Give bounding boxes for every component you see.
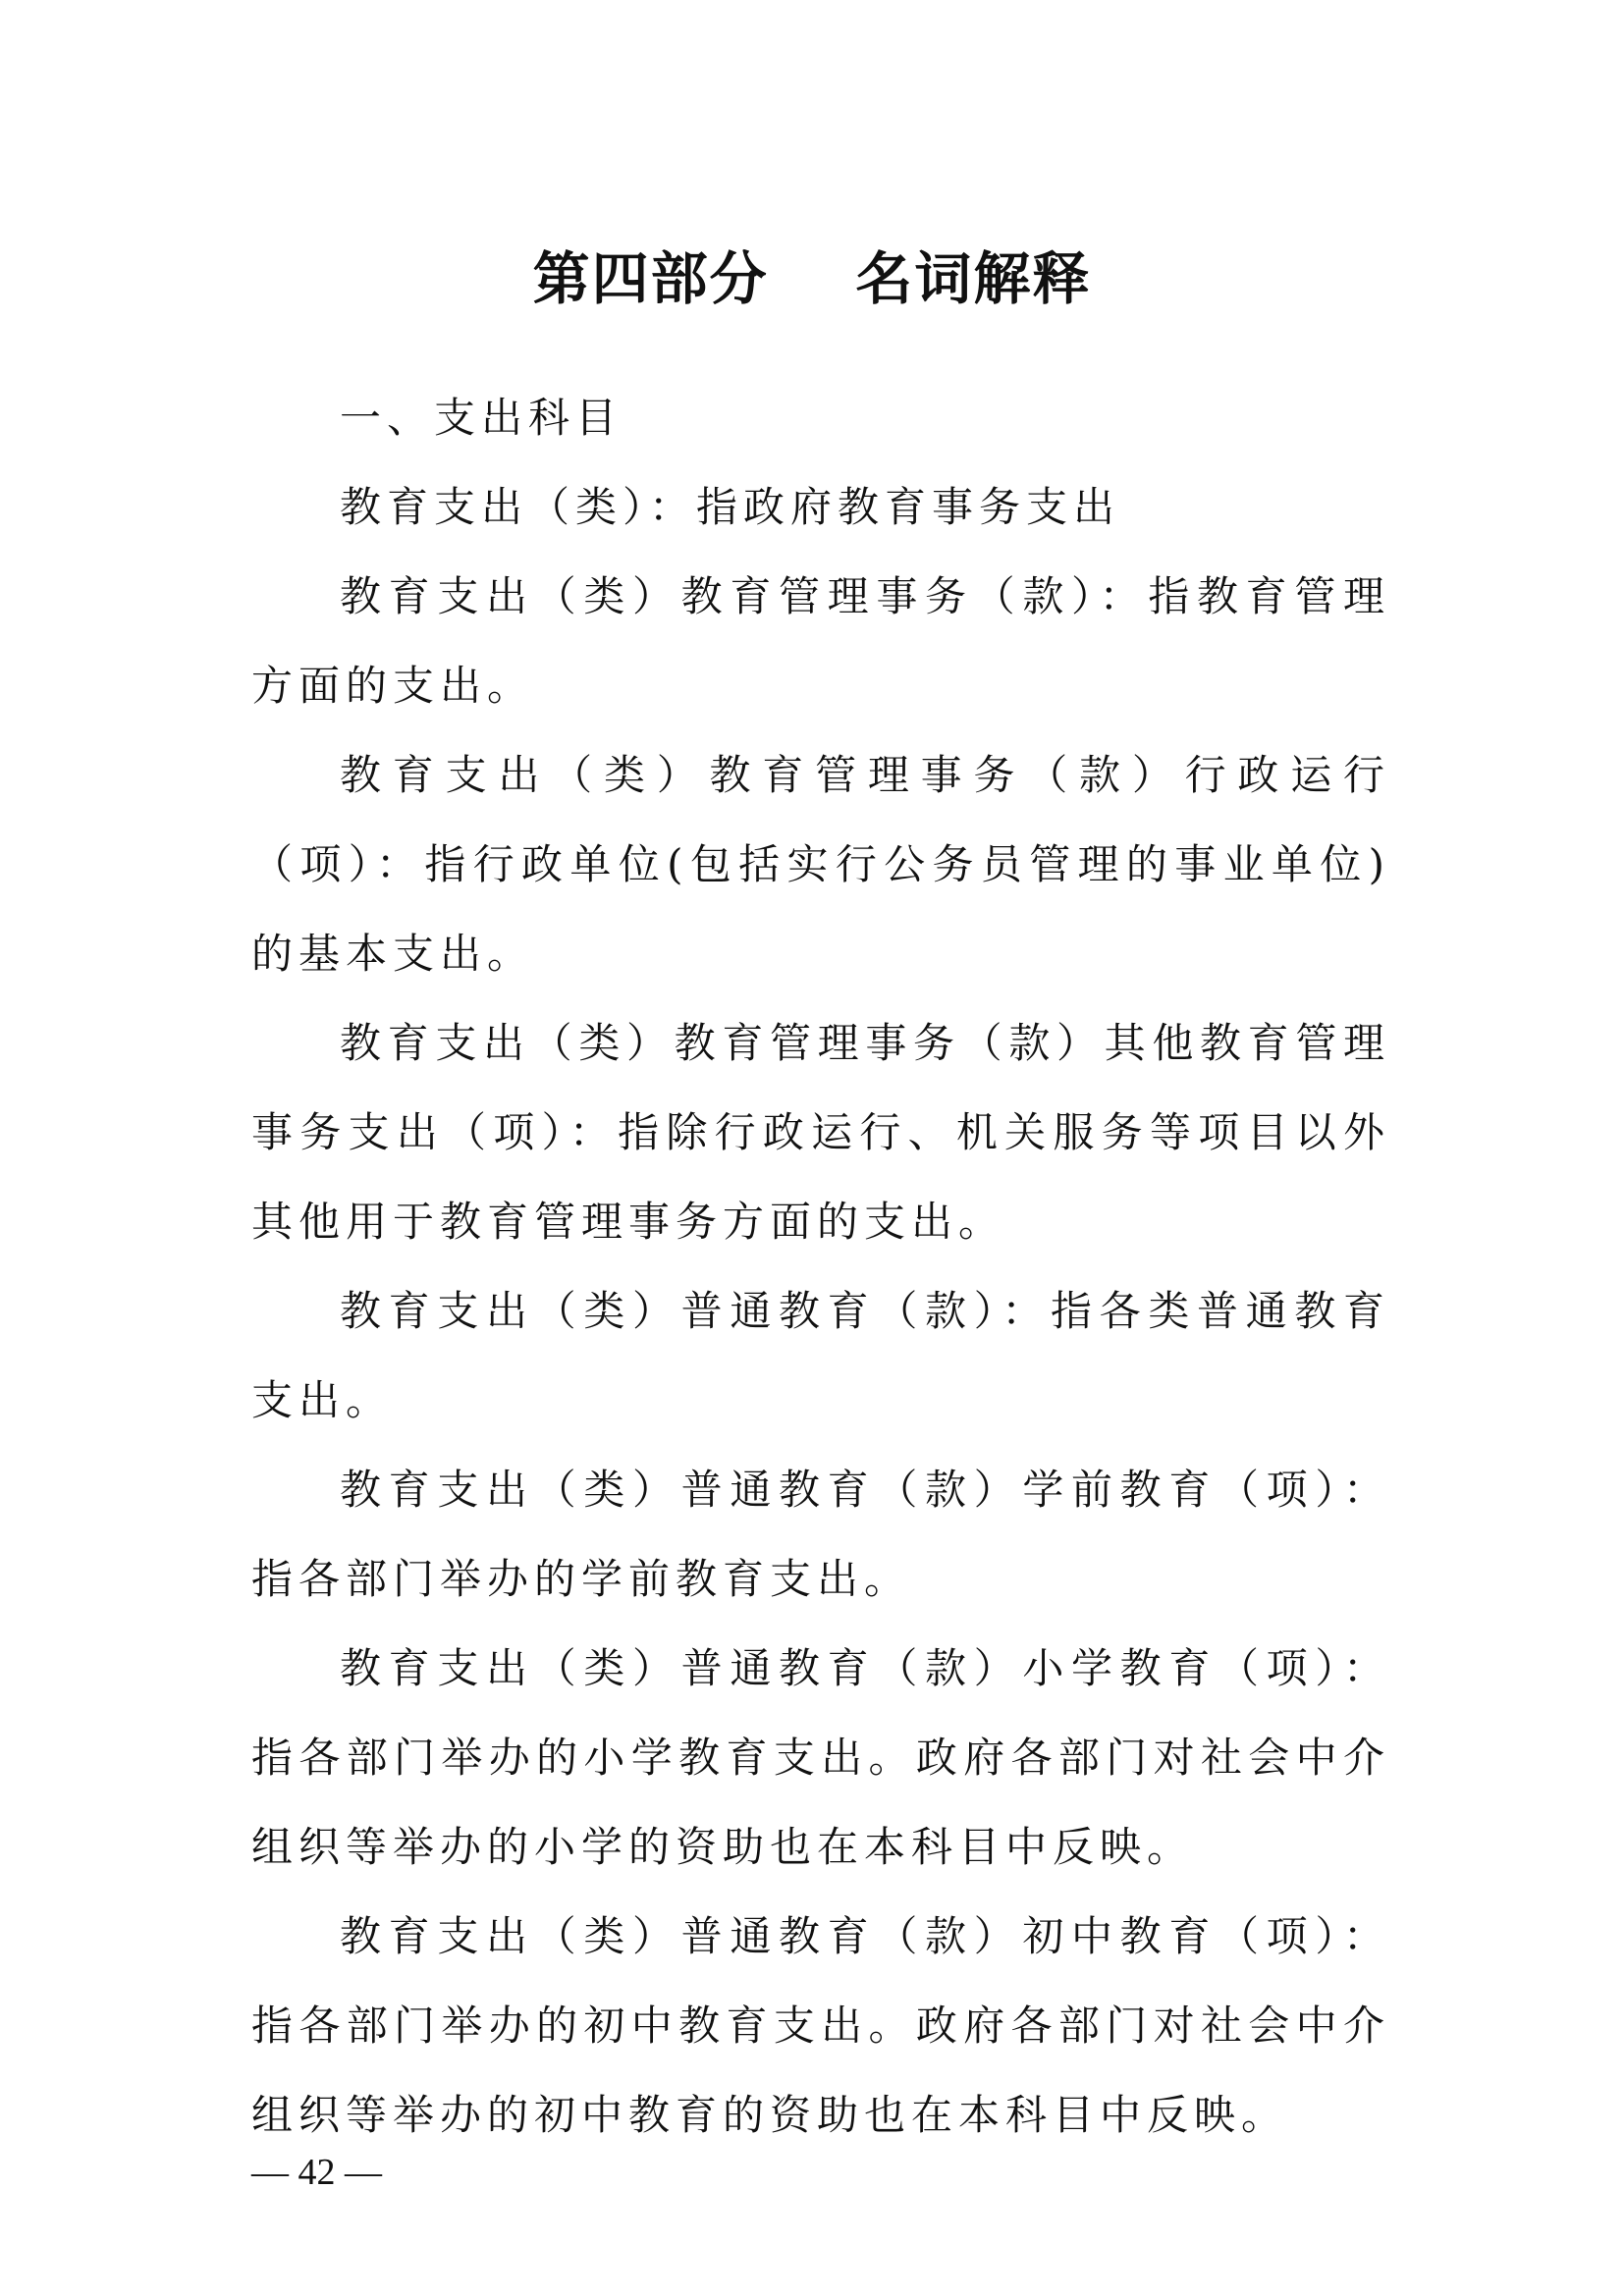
definition-paragraph: 教育支出（类）普通教育（款）初中教育（项）：指各部门举办的初中教育支出。政府各部门对社会中介组织等举办的初中教育的资助也在本科目中反映。 xyxy=(251,1912,1390,2139)
definition-paragraph: 教育支出（类）普通教育（款）：指各类普通教育支出。 xyxy=(251,1287,1390,1424)
definition-paragraph: 教育支出（类）：指政府教育事务支出 xyxy=(340,483,1121,531)
section-title: 第四部分 名词解释 xyxy=(532,244,1092,312)
definition-paragraph: 教育支出（类）教育管理事务（款）其他教育管理事务支出（项）：指除行政运行、机关服务等项目以外其他用于教育管理事务方面的支出。 xyxy=(251,1019,1390,1246)
body-text xyxy=(251,373,1390,2160)
definition-paragraph: 教育支出（类）普通教育（款）学前教育（项）：指各部门举办的学前教育支出。 xyxy=(251,1466,1390,1603)
page-number: — 42 — xyxy=(251,2152,382,2193)
definition-paragraph: 教育支出（类）普通教育（款）小学教育（项）：指各部门举办的小学教育支出。政府各部门对社会中介组织等举办的小学的资助也在本科目中反映。 xyxy=(251,1644,1390,1871)
definition-paragraph: 教育支出（类）教育管理事务（款）行政运行（项）：指行政单位(包括实行公务员管理的事业单位)的基本支出。 xyxy=(251,751,1390,978)
definition-paragraph: 教育支出（类）教育管理事务（款）：指教育管理方面的支出。 xyxy=(251,572,1390,710)
subsection-heading: 一、支出科目 xyxy=(340,394,623,442)
